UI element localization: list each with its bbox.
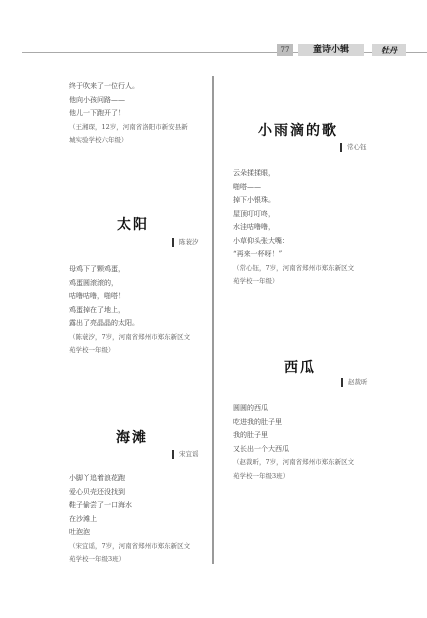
poem-line: 吐泡泡 <box>69 528 90 536</box>
poem-note: 苑学校一年级） <box>69 346 115 354</box>
poem-line: 吃进我的肚子里 <box>233 417 282 426</box>
header-rule <box>22 52 427 53</box>
poem-author-beach: 宋宜谣 <box>172 450 199 459</box>
poem-note: 城实验学校六年级） <box>69 136 128 144</box>
poem-line: 爱心贝壳还没找到 <box>69 487 125 496</box>
poem-note: （王湘琛，12岁，河南省洛阳市新安县新 <box>69 122 188 131</box>
poem-line: “再来一杯呀！” <box>233 250 283 258</box>
poem-note: （赵裁昕，7岁，河南省郑州市郑东新区文 <box>233 458 355 466</box>
poem-line: 终于吹来了一位行人。 <box>69 82 139 90</box>
poem-beach <box>69 472 190 567</box>
column-divider <box>212 76 214 564</box>
poem-note: （常心钰，7岁，河南省郑州市郑东新区文 <box>233 263 355 272</box>
poem-author-raindrop: 常心钰 <box>340 143 367 152</box>
section-label: 牡丹 <box>372 44 406 56</box>
poem-line: 他儿一下跑开了！ <box>69 109 125 117</box>
poem-line: 水洼咕噜噜， <box>233 223 275 231</box>
poem-line: 鞋子偷尝了一口海水 <box>69 501 132 509</box>
poem-line: 鸡蛋圆滚滚的， <box>69 278 118 287</box>
poem-line: 小脚丫追着浪花跑 <box>69 474 125 482</box>
poem-raindrop <box>233 167 354 289</box>
poem-note: 苑学校一年级） <box>233 277 279 285</box>
poem-line: 啪嗒—— <box>233 182 261 191</box>
poem-sun <box>69 263 190 358</box>
poem-author-sun: 陈蓑汐 <box>172 238 199 247</box>
poem-title-sun: 太阳 <box>117 217 149 233</box>
poem-line: 在沙滩上 <box>69 514 97 523</box>
poem-line: 我的肚子里 <box>233 431 268 439</box>
poem-line: 屋顶叮叮咚， <box>233 209 275 218</box>
poem-note: （宋宜谣，7岁，河南省郑州市郑东新区文 <box>69 541 191 550</box>
poem-line: 圆圆的西瓜 <box>233 404 268 412</box>
poem-line: 又长出一个大西瓜 <box>233 444 289 453</box>
poem-line: 掉下小银珠。 <box>233 196 275 204</box>
poem-note: 苑学校一年级3班） <box>233 471 290 480</box>
poem-line: 咕噜咕噜，啪嗒！ <box>69 292 125 300</box>
poem-author-watermelon: 赵裁昕 <box>341 378 368 387</box>
poem-line: 云朵揉揉眼， <box>233 169 275 177</box>
poem-note: 苑学校一年级3班） <box>69 555 126 563</box>
poem-line: 鸡蛋掉在了地上， <box>69 305 125 314</box>
page-number: 77 <box>277 44 293 56</box>
poem-line: 母鸡下了颗鸡蛋， <box>69 265 125 273</box>
poem-title-beach: 海滩 <box>116 430 148 446</box>
poem-title-watermelon: 西瓜 <box>284 360 316 376</box>
journal-title: 童诗小辑 <box>298 44 364 56</box>
poem-watermelon <box>233 402 354 483</box>
poem-line: 露出了亮晶晶的太阳。 <box>69 319 139 327</box>
poem-line: 小草仰头张大嘴： <box>233 236 289 245</box>
poem-line: 他向小孩问路—— <box>69 95 125 104</box>
poem-title-raindrop: 小雨滴的歌 <box>258 123 338 139</box>
poem-continued <box>69 80 188 148</box>
poem-note: （陈蓑汐，7岁，河南省郑州市郑东新区文 <box>69 332 191 341</box>
